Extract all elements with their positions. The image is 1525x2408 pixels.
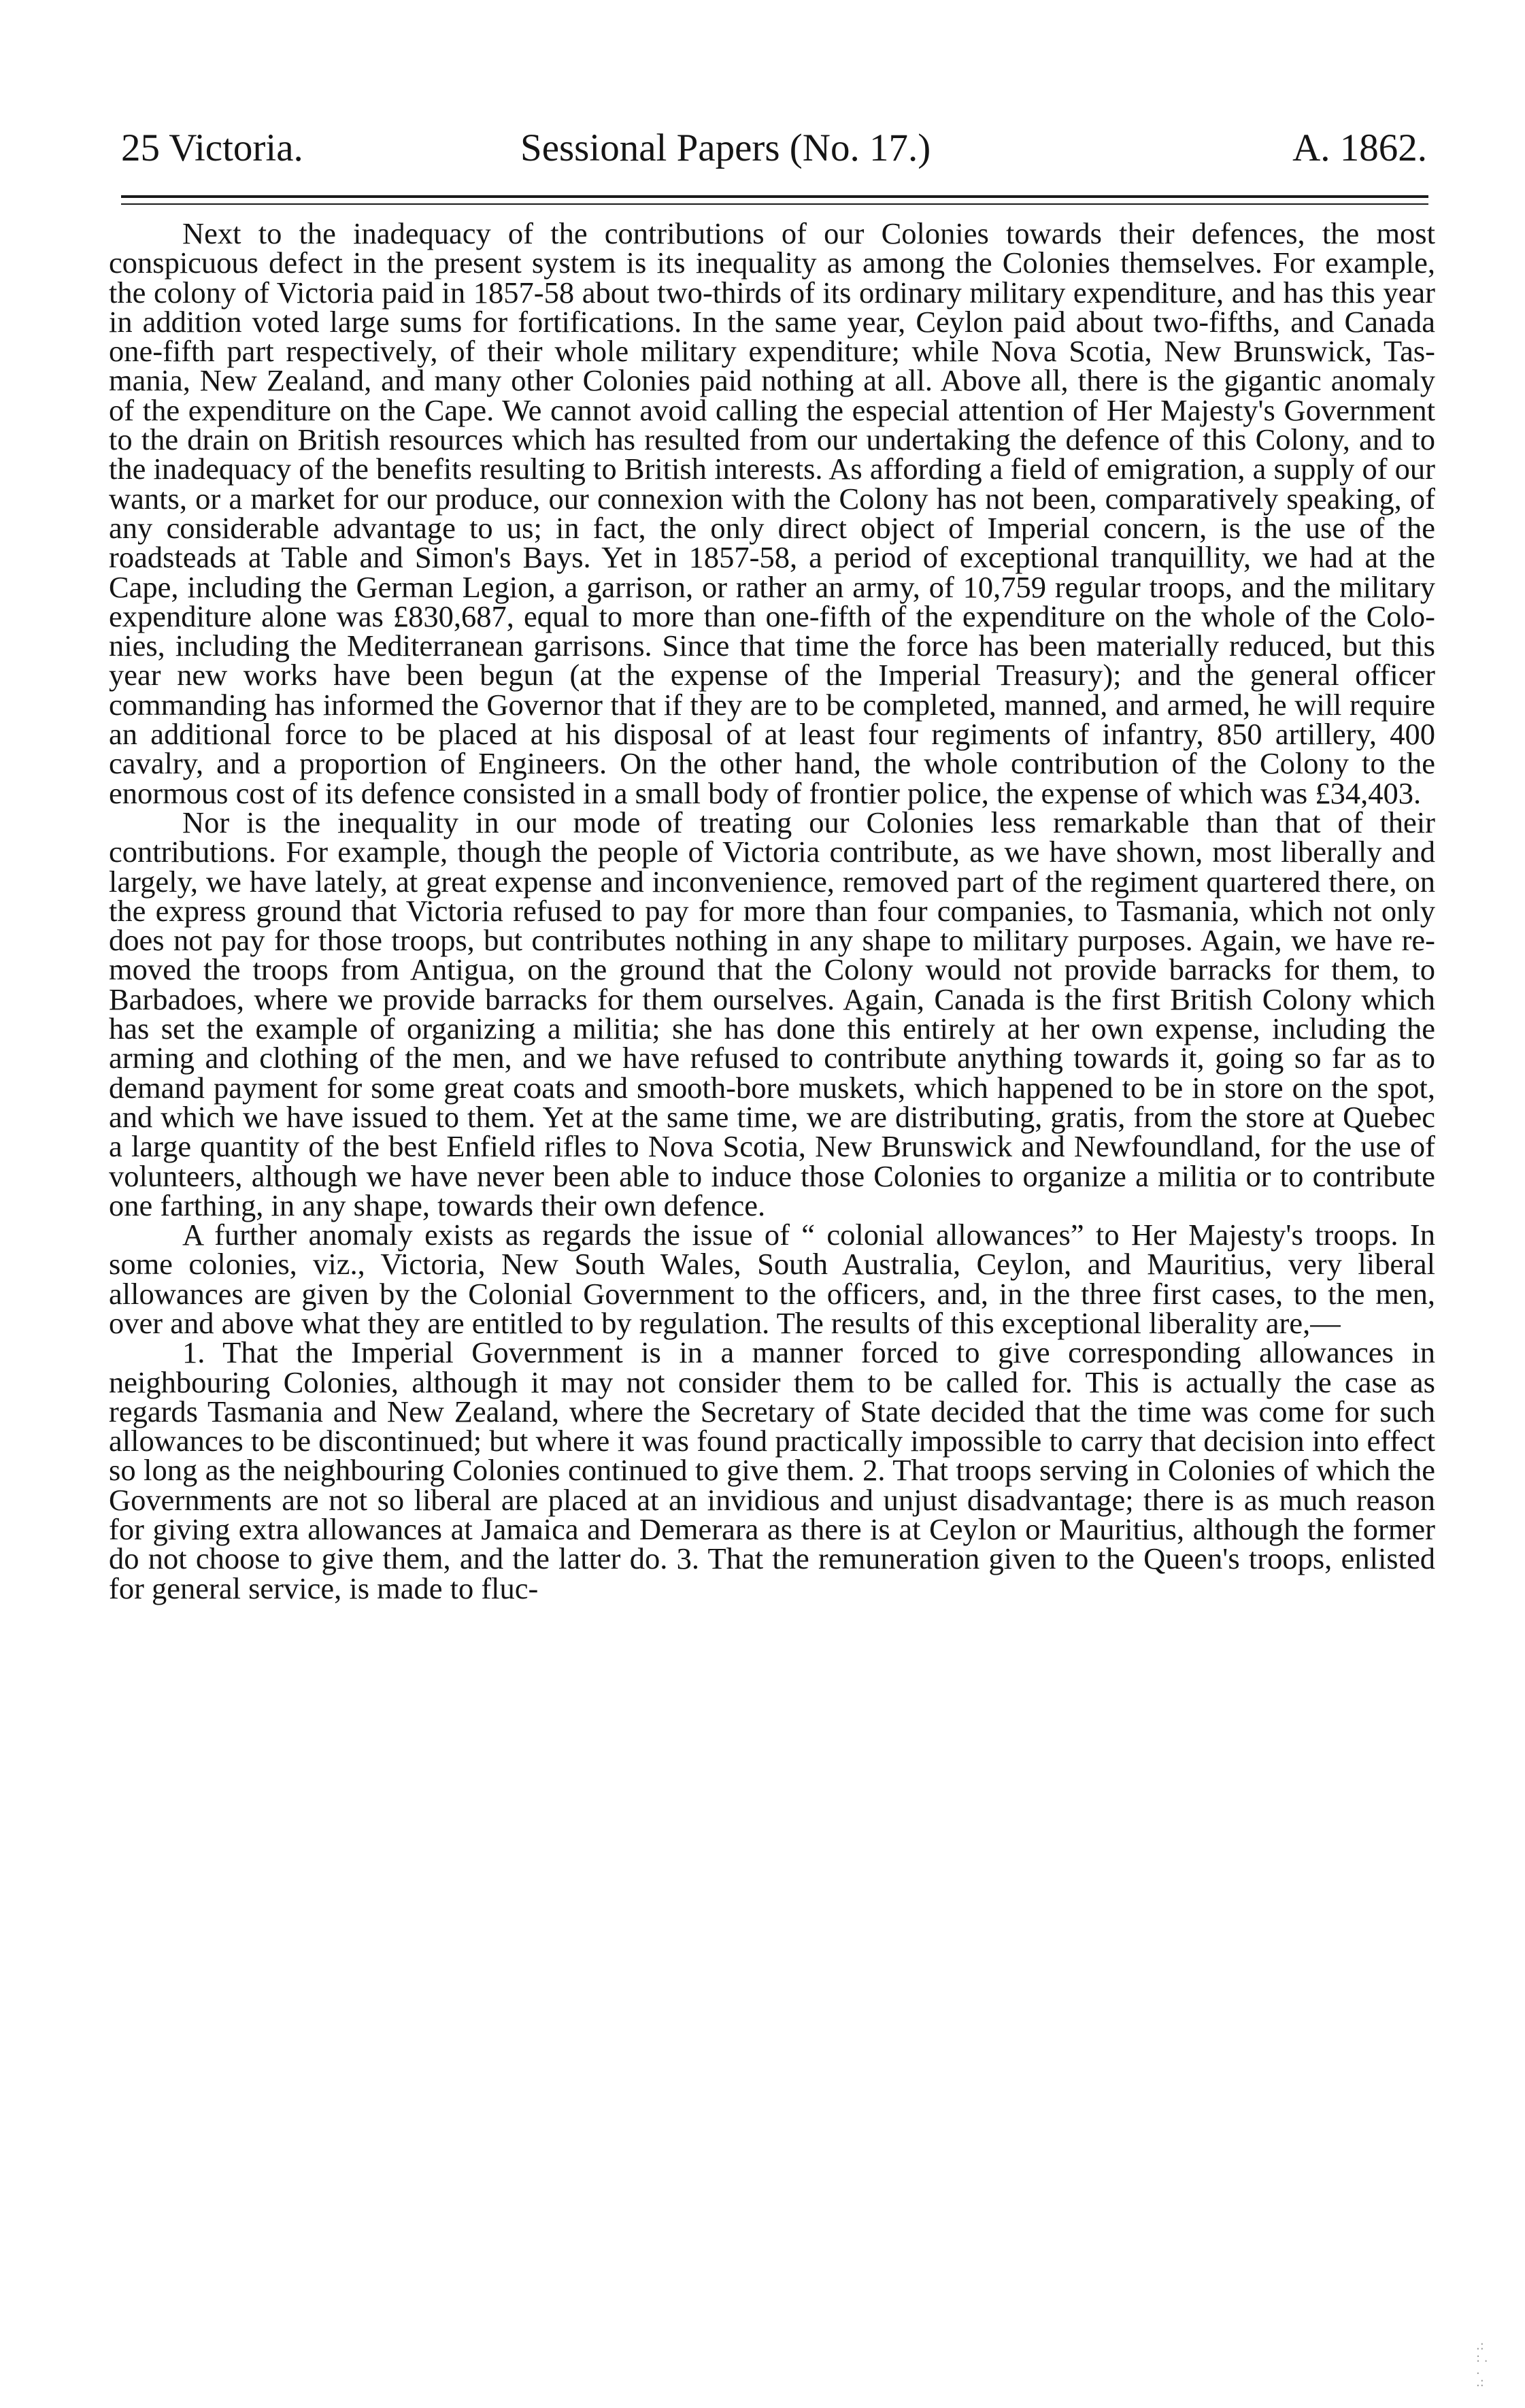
body-text (109, 216, 1435, 1605)
paragraph-colonial-allowances: A further anomaly exists as regards the issue of “ colonial allowances” to Her Majesty's troops. In some colonies, viz., Victoria, New South Wales, South Australia, Ceylon, and Mauritius, very liberal allowances are given by the Colonial Government to the officers, and, in the three first cases, to the men, over and above what they are entitled to by regulation. The results of this exceptional liberality are,— (109, 1218, 1435, 1340)
header-rule-thick (121, 195, 1428, 198)
header-rule-thin (121, 203, 1428, 205)
paragraph-inequality-treatment: Nor is the inequality in our mode of treating our Colonies less remarkable than that of their contributions. For example, though the people of Victoria contribute, as we have shown, most liberally and largely, we have lately, at great expense and inconvenience, removed part of the regiment quartered there, on the express ground that Victoria refused to pay for more than four companies, to Tasmania, which not only does not pay for those troops, but contributes nothing in any shape to military purposes. Again, we have removed the troops from Antigua, on the ground that the Colony would not provide barracks for them, to Barbadoes, where we provide barracks for them ourselves. Again, Canada is the first British Colony which has set the example of organizing a militia; she has done this entirely at her own expense, including the arming and clothing of the men, and we have refused to contribute anything towards it, going so far as to demand payment for some great coats and smooth-bore muskets, which happened to be in store on the spot, and which we have issued to them. Yet at the same time, we are distributing, gratis, from the store at Quebec a large quantity of the best Enfield rifles to Nova Scotia, New Brunswick and Newfoundland, for the use of volunteers, although we have never been able to induce those Colonies to organize a militia or to contribute one farthing, in any shape, towards their own defence. (109, 805, 1435, 1222)
header-year: A. 1862. (1292, 127, 1427, 169)
scan-specks: .: : . . .: (1476, 2339, 1488, 2390)
header-year-reign: 25 Victoria. (121, 127, 303, 169)
header-series-title: Sessional Papers (No. 17.) (520, 127, 931, 169)
paragraph-cape-expenditure: Next to the inadequacy of the contributions of our Colonies towards their defences, the most conspicuous defect in the present system is its inequality as among the Colonies themselves. For example, the colony of Victoria paid in 1857-58 about two-thirds of its ordinary military expenditure, and has this year in addition voted large sums for fortifications. In the same year, Ceylon paid about two-fifths, and Canada one-fifth part respectively, of their whole military expenditure; while Nova Scotia, New Brunswick, Tasmania, New Zealand, and many other Colonies paid nothing at all. Above all, there is the gigantic anomaly of the expenditure on the Cape. We cannot avoid calling the especial attention of Her Majesty's Government to the drain on British resources which has resulted from our undertaking the defence of this Colony, and to the inadequacy of the benefits resulting to British interests. As affording a field of emigration, a supply of our wants, or a market for our produce, our connexion with the Colony has not been, comparatively speaking, of any considerable advantage to us; in fact, the only direct object of Imperial concern, is the use of the roadsteads at Table and Simon's Bays. Yet in 1857-58, a period of exceptional tranquillity, we had at the Cape, including the German Legion, a garrison, or rather an army, of 10,759 regular troops, and the military expenditure alone was £830,687, equal to more than one-fifth of the expenditure on the whole of the Colonies, including the Mediterranean garrisons. Since that time the force has been materially reduced, but this year new works have been begun (at the expense of the Imperial Treasury); and the general officer commanding has informed the Governor that if they are to be completed, manned, and armed, he will require an additional force to be placed at his disposal of at least four regiments of infantry, 850 artillery, 400 cavalry, and a proportion of Engineers. On the other hand, the whole contribution of the Colony to the enormous cost of its defence consisted in a small body of frontier police, the expense of which was £34,403. (109, 216, 1435, 810)
paragraph-results-list: 1. That the Imperial Government is in a manner forced to give corresponding allowances in neighbouring Colonies, although it may not consider them to be called for. This is actually the case as regards Tasmania and New Zealand, where the Secretary of State decided that the time was come for such allowances to be discontinued; but where it was found practically impossible to carry that decision into effect so long as the neighbouring Colonies continued to give them. 2. That troops serving in Colonies of which the Governments are not so liberal are placed at an invidious and unjust disadvantage; there is as much reason for giving extra allowances at Jamaica and Demerara as there is at Ceylon or Mauritius, although the former do not choose to give them, and the latter do. 3. That the remuneration given to the Queen's troops, enlisted for general service, is made to fluc- (109, 1335, 1435, 1605)
page-header (121, 114, 1427, 182)
